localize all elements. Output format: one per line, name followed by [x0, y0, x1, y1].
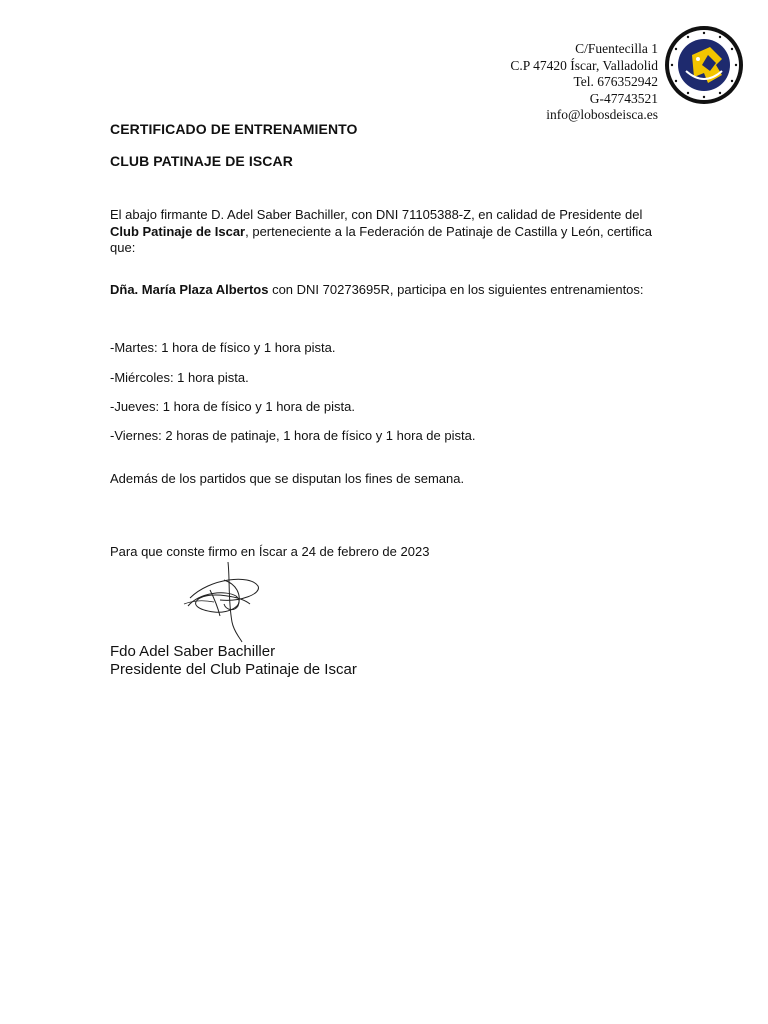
signature-block [110, 643, 357, 678]
schedule-tuesday: -Martes: 1 hora de físico y 1 hora pista. [110, 340, 336, 355]
intro-text-end: , perteneciente a la Federación de Patinaje de Castilla y León, certifica que: [110, 223, 652, 255]
address-tax-id: G-47743521 [589, 90, 658, 106]
club-name-heading: CLUB PATINAJE DE ISCAR [110, 153, 293, 169]
club-address [510, 41, 658, 124]
weekend-matches-note: Además de los partidos que se disputan los fines de semana. [110, 471, 465, 486]
closing-statement: Para que conste firmo en Íscar a 24 de febrero de 2023 [110, 544, 430, 559]
schedule-thursday: -Jueves: 1 hora de físico y 1 hora de pista. [110, 399, 355, 414]
handwritten-signature [180, 560, 270, 645]
address-street: C/Fuentecilla 1 [575, 41, 658, 56]
athlete-paragraph [110, 282, 670, 299]
signer-role: Presidente del Club Patinaje de Iscar [110, 660, 357, 678]
signer-name: Fdo Adel Saber Bachiller [110, 643, 276, 660]
athlete-name: Dña. María Plaza Albertos [110, 282, 269, 297]
schedule-wednesday: -Miércoles: 1 hora pista. [110, 370, 249, 385]
intro-paragraph [110, 207, 670, 257]
schedule-friday: -Viernes: 2 horas de patinaje, 1 hora de físico y 1 hora de pista. [110, 428, 476, 443]
club-logo-icon [664, 25, 744, 105]
certificate-title: CERTIFICADO DE ENTRENAMIENTO [110, 121, 358, 137]
intro-text-start: El abajo firmante D. Adel Saber Bachiller, con DNI 71105388-Z, en calidad de Presidente del [110, 207, 643, 222]
address-email: info@lobosdeisca.es [546, 107, 658, 122]
address-postal: C.P 47420 Íscar, Valladolid [510, 57, 658, 73]
intro-club-name: Club Patinaje de Iscar [110, 223, 246, 239]
athlete-details: con DNI 70273695R, participa en los siguientes entrenamientos: [268, 282, 644, 297]
address-phone: Tel. 676352942 [573, 74, 658, 89]
